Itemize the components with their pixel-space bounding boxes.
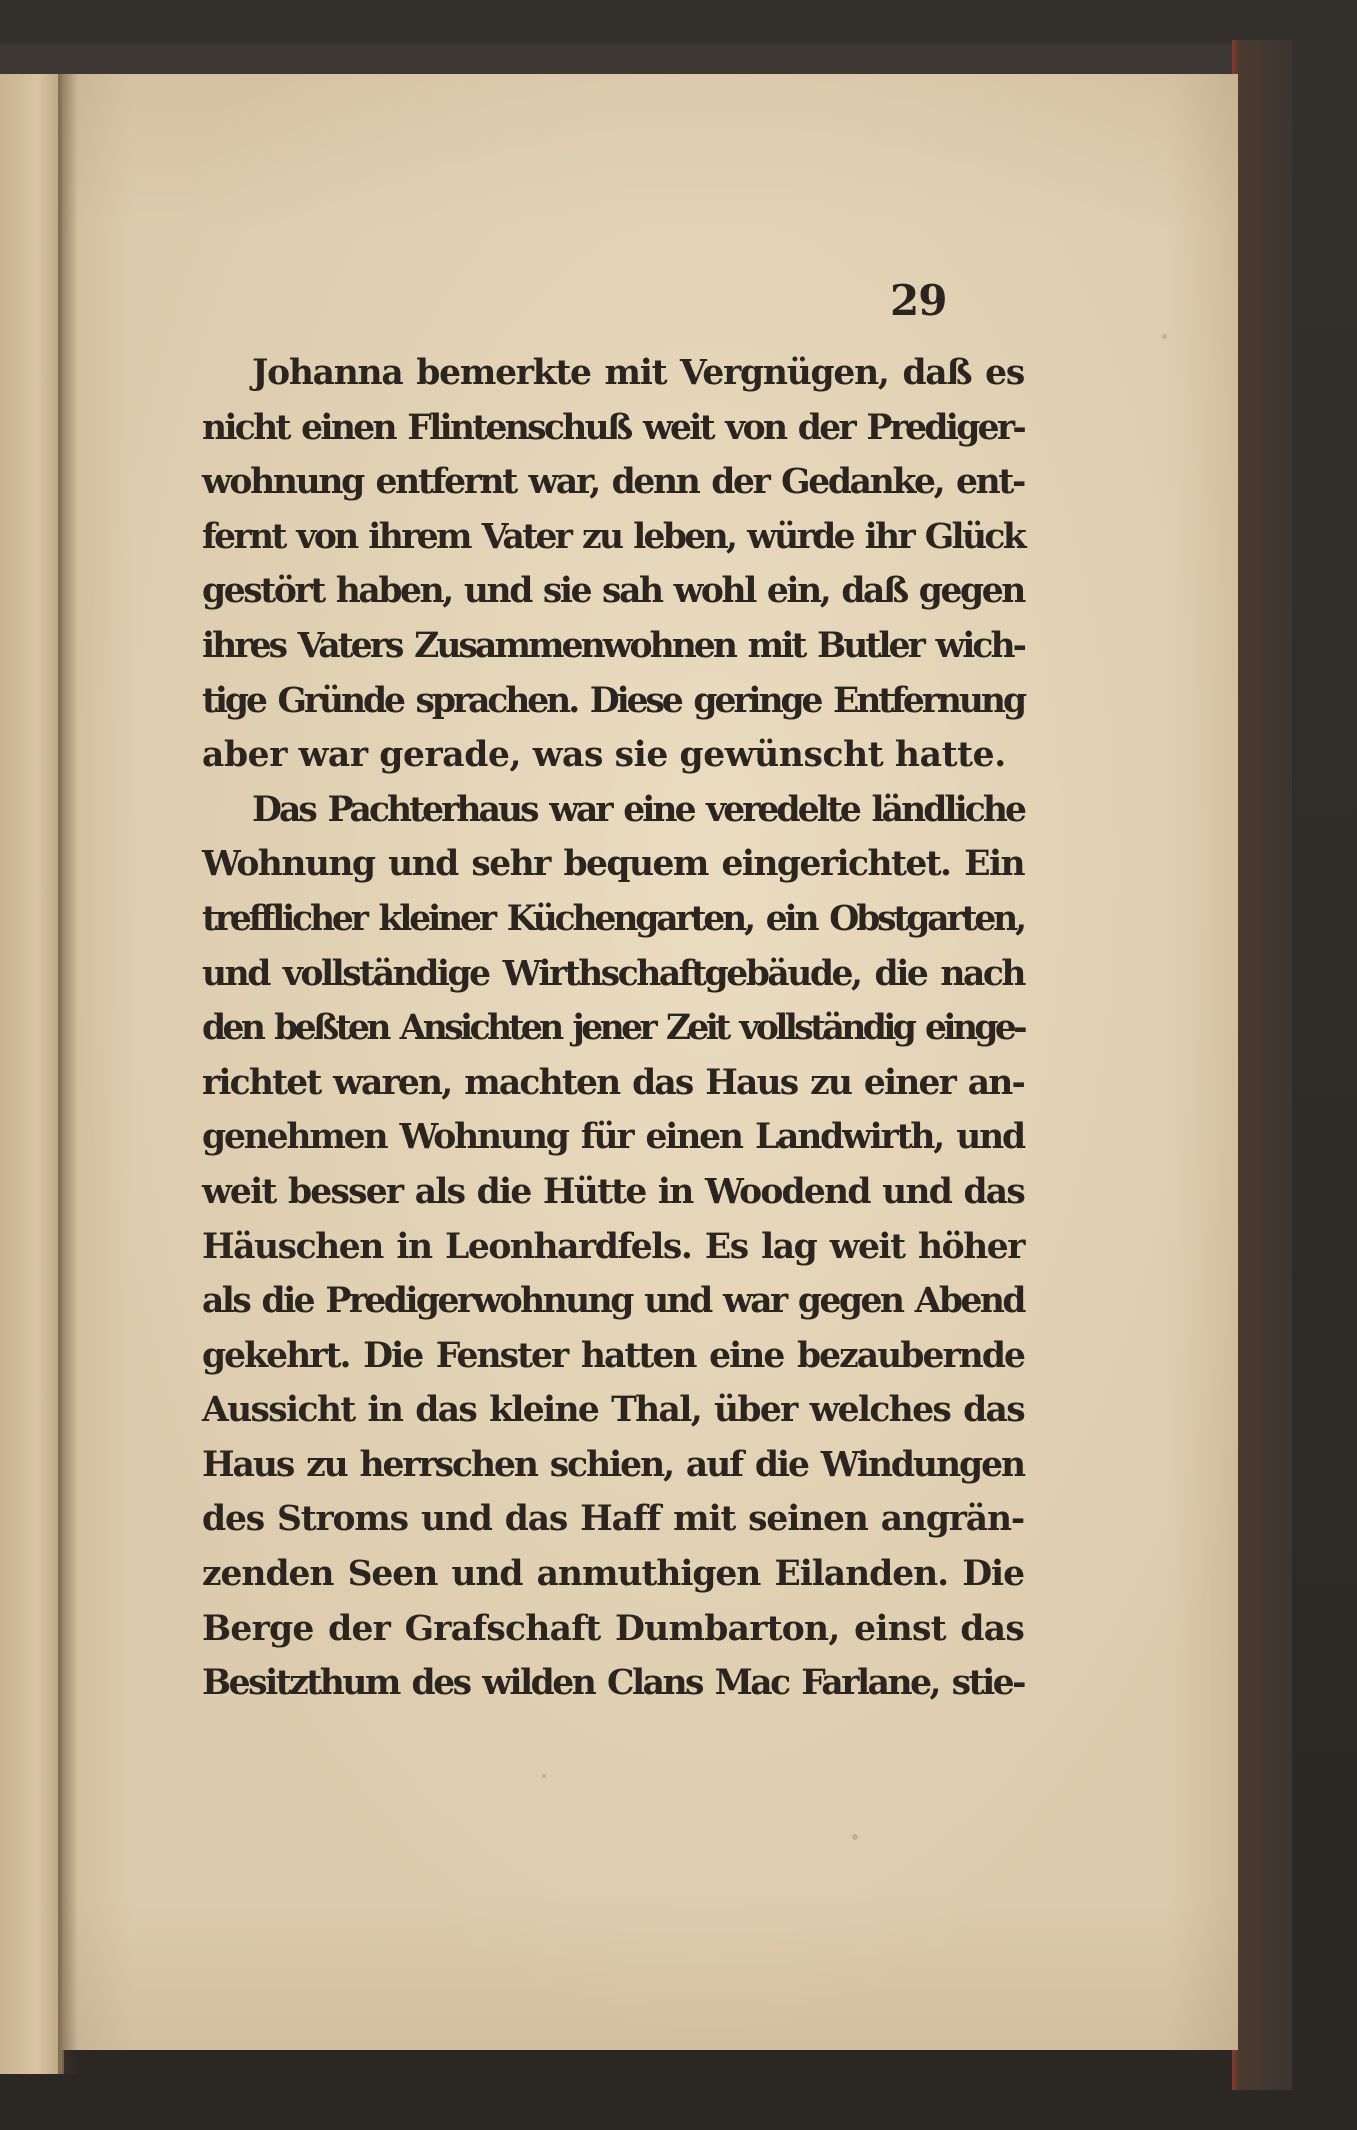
page-number: 29	[890, 276, 947, 325]
paper-speck	[852, 1834, 858, 1840]
text-line: genehmen Wohnung für einen Landwirth, und	[202, 1117, 1024, 1158]
text-line: richtet waren, machten das Haus zu einer an-	[202, 1062, 1024, 1103]
text-line: ihres Vaters Zusammenwohnen mit Butler wich-	[202, 625, 1024, 666]
text-line: trefflicher kleiner Küchengarten, ein Obstgarten,	[202, 898, 1024, 939]
text-line: und vollständige Wirthschaftgebäude, die nach	[202, 953, 1024, 994]
text-line: zenden Seen und anmuthigen Eilanden. Die	[202, 1554, 1024, 1595]
book-page	[62, 74, 1238, 2050]
facing-page-edge	[0, 74, 64, 2074]
text-line: fernt von ihrem Vater zu leben, würde ihr Glück	[202, 516, 1024, 557]
text-line: wohnung entfernt war, denn der Gedanke, ent-	[202, 462, 1024, 503]
text-line: den beßten Ansichten jener Zeit vollständig einge-	[202, 1008, 1024, 1049]
text-line: als die Predigerwohnung und war gegen Abend	[202, 1281, 1024, 1322]
text-line: aber war gerade, was sie gewünscht hatte.	[202, 735, 1006, 776]
text-line: Wohnung und sehr bequem eingerichtet. Ein	[202, 844, 1024, 885]
text-line: nicht einen Flintenschuß weit von der Prediger-	[202, 407, 1024, 448]
paper-speck	[542, 1774, 546, 1778]
text-line: Das Pachterhaus war eine veredelte ländliche	[252, 789, 1024, 830]
text-line: Berge der Grafschaft Dumbarton, einst das	[202, 1608, 1024, 1649]
text-line: des Stroms und das Haff mit seinen angrän-	[202, 1499, 1024, 1540]
text-line: gekehrt. Die Fenster hatten eine bezaubernde	[202, 1335, 1024, 1376]
text-line: Johanna bemerkte mit Vergnügen, daß es	[252, 353, 1024, 393]
cover-board-right	[1232, 40, 1292, 2090]
text-line: Besitzthum des wilden Clans Mac Farlane, stie-	[202, 1663, 1024, 1704]
text-line: gestört haben, und sie sah wohl ein, daß gegen	[202, 571, 1024, 612]
text-line: Aussicht in das kleine Thal, über welches das	[202, 1390, 1024, 1431]
cover-board-top	[0, 44, 1290, 76]
text-line: tige Gründe sprachen. Diese geringe Entfernung	[202, 680, 1024, 721]
paper-speck	[1162, 334, 1167, 339]
text-line: Haus zu herrschen schien, auf die Windungen	[202, 1444, 1024, 1485]
text-line: Häuschen in Leonhardfels. Es lag weit höher	[202, 1226, 1024, 1267]
body-text	[202, 346, 1024, 1711]
gutter-shadow	[58, 74, 78, 2074]
text-line: weit besser als die Hütte in Woodend und das	[202, 1171, 1024, 1212]
